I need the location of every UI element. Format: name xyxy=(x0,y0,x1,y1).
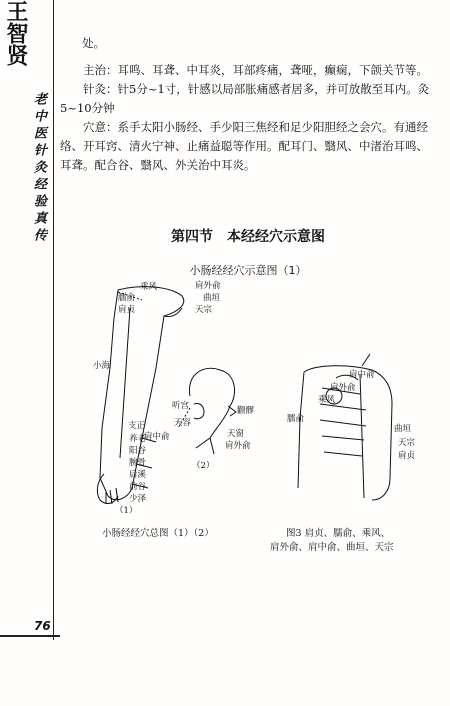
page-number: 76 xyxy=(34,619,51,633)
arm-label-houxi: 后溪 xyxy=(129,470,147,480)
head-label-tianrong: 天容 xyxy=(174,418,192,428)
back-label-jianzhongshu: 肩中俞 xyxy=(349,370,375,380)
paragraph-0: 处。 xyxy=(82,36,105,50)
figure-title: 小肠经经穴示意图（1） xyxy=(189,264,307,277)
back-label-quyuan: 曲垣 xyxy=(394,424,412,434)
head-label-jianwaishu: 肩外俞 xyxy=(225,441,251,451)
arm-label-jianwaishu: 肩外俞 xyxy=(195,281,221,291)
head-label-tianchuang: 天窗 xyxy=(227,429,245,439)
head-label-jianzhongshu: 肩中俞 xyxy=(144,432,170,442)
back-label-jianzhen: 肩贞 xyxy=(398,451,416,461)
arm-label-jianzhen: 肩贞 xyxy=(118,305,136,315)
side-book-title xyxy=(28,92,50,272)
caption-right-line1: 图3 肩贞、臑俞、乘风、 xyxy=(286,528,391,539)
paragraph-3: 穴意：系手太阳小肠经、手少阳三焦经和足少阳胆经之会穴。有通经络、开耳窍、清火宁神、止痛益聪等作用。配耳门、翳风、中渚治耳鸣、耳聋。配合谷、翳风、外关治中耳炎。 xyxy=(60,120,428,172)
section-heading: 第四节 本经经穴示意图 xyxy=(171,229,325,245)
back-drawing xyxy=(298,354,392,500)
paragraph-2: 针灸：针5分~1寸，针感以局部胀痛感者居多，并可放散至耳内。灸5~10分钟 xyxy=(60,82,430,115)
arm-label-xiaohai: 小海 xyxy=(93,361,111,371)
side-brand xyxy=(2,0,30,90)
head-label-quanliao: 颧髎 xyxy=(237,406,255,416)
book-title-text: 老中医针灸经验真传 xyxy=(31,92,46,245)
arm-label-yanggu: 阳谷 xyxy=(129,446,147,456)
back-label-tianzong: 天宗 xyxy=(398,438,416,448)
arm-label-tianzong: 天宗 xyxy=(195,305,213,315)
arm-label-naoshu: 臑俞 xyxy=(118,293,136,303)
back-label-chengfeng: 乘风 xyxy=(318,395,336,405)
body-text xyxy=(60,34,436,175)
arm-label-qiangu: 前谷 xyxy=(129,482,147,492)
brand-text: 王智贤 xyxy=(3,0,29,66)
meridian-illustration xyxy=(60,278,440,518)
arm-label-quyuan: 曲垣 xyxy=(203,293,221,303)
head-figure-number: （2） xyxy=(192,461,215,471)
arm-label-shaoze: 少泽 xyxy=(129,494,147,504)
caption-right-line2: 肩外俞、肩中俞、曲垣、天宗 xyxy=(270,542,394,553)
side-rule xyxy=(53,0,54,640)
caption-left: 小肠经经穴总图（1）（2） xyxy=(102,528,214,539)
back-label-naoshu: 臑俞 xyxy=(287,414,305,424)
arm-label-yanglao: 养老 xyxy=(129,434,147,444)
arm-label-zhizheng: 支正 xyxy=(128,421,146,431)
paragraph-1: 主治：耳鸣、耳聋、中耳炎，耳部疼痛，聋哑，癫痫，下颌关节等。 xyxy=(83,63,428,77)
footer-rule xyxy=(0,635,60,637)
arm-figure-number: （1） xyxy=(115,506,138,516)
back-label-jianwaishu: 肩外俞 xyxy=(330,383,356,393)
arm-label-wangu: 腕骨 xyxy=(129,458,147,468)
arm-label-chengfeng: 乘风 xyxy=(140,282,158,292)
head-label-tinggong: 听宫 xyxy=(172,401,190,411)
